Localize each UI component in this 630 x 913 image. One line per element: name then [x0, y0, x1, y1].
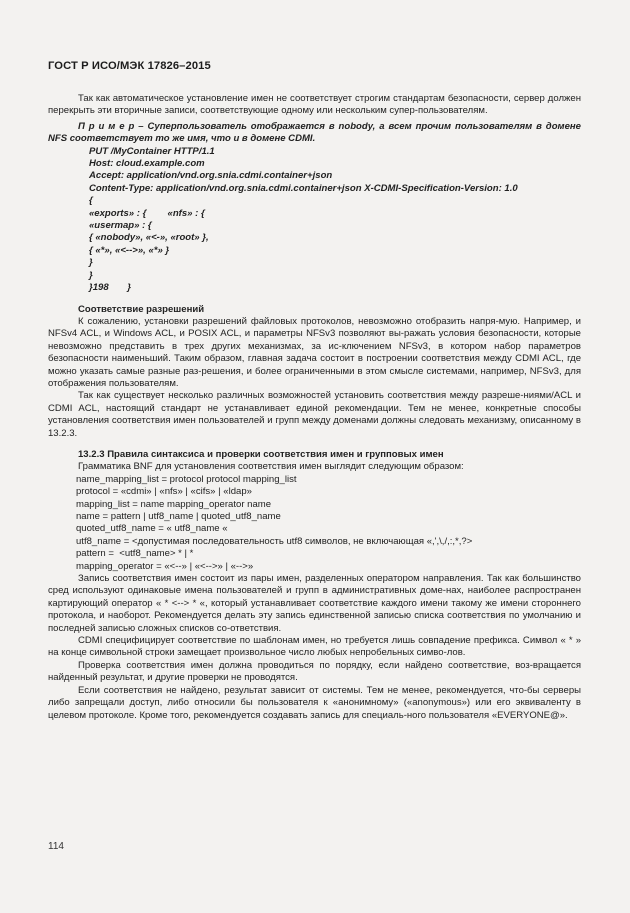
code-line: «exports» : { «nfs» : {: [89, 207, 205, 219]
paragraph-auto-mapping: Так как автоматическое установление имен не соответствует строгим стандартам безопасности, сервер должен перекрыть эти вторичные записи, соответствующие одному или нескольким супер-пользователям.: [48, 93, 581, 117]
page-number: 114: [48, 841, 64, 852]
page-body: [48, 93, 581, 722]
section-heading-permissions: Соответствие разрешений: [78, 303, 205, 315]
paragraph-mapping-record: Запись соответствия имен состоит из пары имен, разделенных оператором направления. Так как большинство сред используют одинаковые имена пользователей и групп в административных доме-нах, наиболее распространен картирующий оператор « * <--> * «, который устанавливает соответствие каждого имени такому же имени стороннего протокола, и наоборот. Рекомендуется делать эту запись единственной записью списка соответствия по умолчанию и последней записью сложных списков со-ответствия.: [48, 573, 581, 634]
code-line: Accept: application/vnd.org.snia.cdmi.container+json: [89, 170, 333, 182]
code-line: «usermap» : {: [89, 220, 152, 232]
code-example: [48, 146, 581, 295]
code-line: { «*», «<-->», «*» }: [89, 244, 170, 256]
code-line: PUT /MyContainer HTTP/1.1: [89, 145, 215, 157]
example-note: П р и м е р – Суперпользователь отображается в nobody, а всем прочим пользователям в домене NFS соответствует то же имя, что и в домене CDMI.: [48, 120, 581, 145]
code-line: }198 }: [89, 282, 131, 294]
grammar-line: quoted_utf8_name = « utf8_name «: [76, 523, 228, 535]
paragraph-no-match: Если соответствия не найдено, результат зависит от системы. Тем не менее, рекомендуется, что-бы серверы либо запрещали доступ, либо относили бы пользователя к «анонимному» («anonymous») или его эквиваленту в целевом протоколе. Кроме того, рекомендуется создавать запись для специаль-ного пользователя «EVERYONE@».: [48, 684, 581, 721]
code-line: Host: cloud.example.com: [89, 158, 205, 170]
grammar-line: pattern = <utf8_name> * | *: [76, 548, 194, 560]
paragraph-prefix-matching: CDMI специфицирует соответствие по шаблонам имен, но требуется лишь совпадение префикса. Символ « * » на конце символьной строки замещает произвольное число любых непробельных симво-лов.: [48, 635, 581, 659]
paragraph-bnf-intro: Грамматика BNF для установления соответствия имен выглядит следующим образом:: [78, 461, 464, 473]
page-header-title: ГОСТ Р ИСО/МЭК 17826–2015: [48, 60, 211, 72]
code-line: }: [89, 257, 93, 269]
bnf-grammar: [48, 474, 581, 573]
code-line: { «nobody», «<-», «root» },: [89, 232, 209, 244]
grammar-line: name_mapping_list = protocol protocol mapping_list: [76, 473, 297, 485]
grammar-line: protocol = «cdmi» | «nfs» | «cifs» | «ldap»: [76, 486, 252, 498]
code-line: {: [89, 195, 93, 207]
grammar-line: mapping_operator = «<--» | «<-->» | «-->»: [76, 560, 254, 572]
paragraph-permissions-1: К сожалению, установки разрешений файловых протоколов, невозможно отобразить напря-мую. Например, и NFSv4 ACL, и Windows ACL, и POSIX ACL, и параметры NFSv3 позволяют вы-ражать условия безопасности, которые невозможно представить в трех других механизмах, за ис-ключением NFSv3, в котором набор параметров безопасности наименьший. Таким образом, главная задача состоит в построении соответствия между CDMI ACL, где можно указать самые разные раз-решения, и более ограниченными в этом смысле системами, например, NFSv3, для отображения пользователям.: [48, 315, 581, 389]
paragraph-order-check: Проверка соответствия имен должна проводиться по порядку, если найдено соответствие, воз-вращается найденный результат, и другие проверки не проводятся.: [48, 659, 581, 684]
grammar-line: name = pattern | utf8_name | quoted_utf8_name: [76, 511, 281, 522]
grammar-line: utf8_name = <допустимая последовательность utf8 символов, не включающая «,',\,/,:,*,?>: [76, 535, 473, 547]
code-line: }: [89, 269, 93, 281]
code-line: Content-Type: application/vnd.org.snia.cdmi.container+json X-CDMI-Specification-Version: 1.0: [89, 182, 518, 194]
section-heading-13-2-3: 13.2.3 Правила синтаксиса и проверки соответствия имен и групповых имен: [78, 448, 444, 460]
paragraph-permissions-2: Так как существует несколько различных возможностей установить соответствия между разреше-ниями/ACL и CDMI ACL, настоящий стандарт не устанавливает единой рекомендации. Тем не менее, конкретные способы установления соответствия имен пользователей и групп между доменами должны следовать механизму, описанному в 13.2.3.: [48, 390, 581, 439]
grammar-line: mapping_list = name mapping_operator name: [76, 498, 272, 510]
